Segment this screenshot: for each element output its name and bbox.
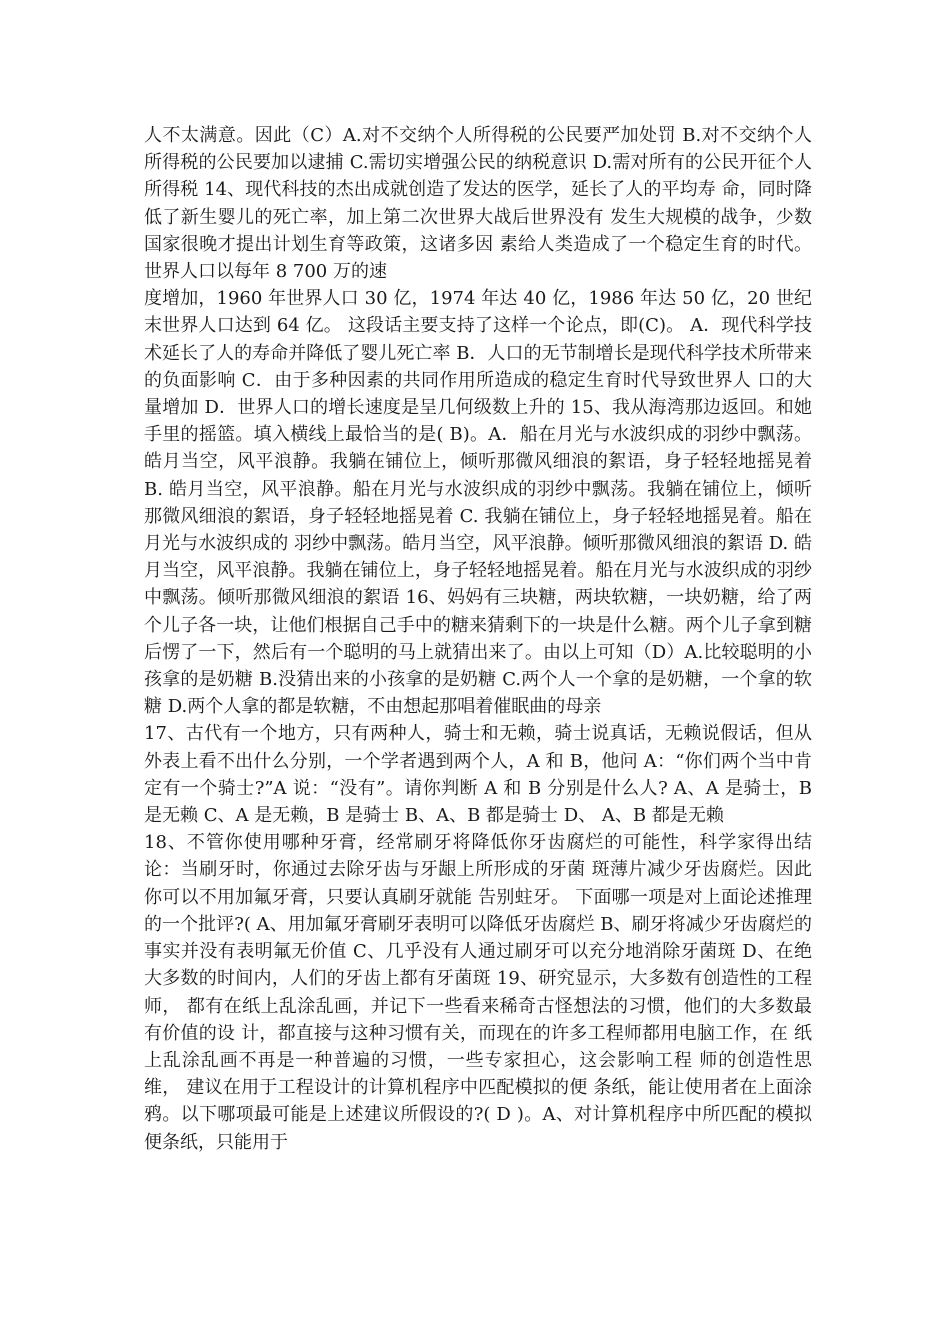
document-page [144,122,812,1156]
paragraph-4: 18、不管你使用哪种牙膏，经常刷牙将降低你牙齿腐烂的可能性，科学家得出结论：当刷牙时，你通过去除牙齿与牙龈上所形成的牙菌 斑薄片减少牙齿腐烂。因此你可以不用加氟牙膏，只要认真刷牙就能 告别蛀牙。 下面哪一项是对上面论述推理的一个批评?( A、用加氟牙膏刷牙表明可以降低牙齿腐烂 B、刷牙将减少牙齿腐烂的事实并没有表明氟无价值 C、几乎没有人通过刷牙可以充分地消除牙菌斑 D、在绝大多数的时间内，人们的牙齿上都有牙菌斑 19、研究显示，大多数有创造性的工程师， 都有在纸上乱涂乱画，并记下一些看来稀奇古怪想法的习惯，他们的大多数最有价值的设 计，都直接与这种习惯有关，而现在的许多工程师都用电脑工作，在 纸上乱涂乱画不再是一种普遍的习惯，一些专家担心，这会影响工程 师的创造性思维， 建议在用于工程设计的计算机程序中匹配模拟的便 条纸，能让使用者在上面涂鸦。以下哪项最可能是上述建议所假设的?( D )。A、对计算机程序中所匹配的模拟便条纸，只能用于 [144,832,812,1153]
paragraph-3: 17、古代有一个地方，只有两种人，骑士和无赖，骑士说真话，无赖说假话，但从外表上看不出什么分别，一个学者遇到两个人，A 和 B，他问 A：“你们两个当中肯定有一个骑士?”A 说：“没有”。请你判断 A 和 B 分别是什么人? A、A 是骑士，B 是无赖 C、A 是无赖，B 是骑士 B、A、B 都是骑士 D、 A、B 都是无赖 [144,723,812,827]
paragraph-1: 人不太满意。因此（C）A.对不交纳个人所得税的公民要严加处罚 B.对不交纳个人所得税的公民要加以逮捕 C.需切实增强公民的纳税意识 D.需对所有的公民开征个人所得税 14、现代科技的杰出成就创造了发达的医学，延长了人的平均寿 命，同时降低了新生婴儿的死亡率，加上第二次世界大战后世界没有 发生大规模的战争，少数国家很晚才提出计划生育等政策，这诸多因 素给人类造成了一个稳定生育的时代。世界人口以每年 8 700 万的速 [144,125,812,283]
paragraph-2: 度增加，1960 年世界人口 30 亿，1974 年达 40 亿，1986 年达 50 亿，20 世纪末世界人口达到 64 亿。 这段话主要支持了这样一个论点，即(C)。 A．现代科学技术延长了人的寿命并降低了婴儿死亡率 B．人口的无节制增长是现代科学技术所带来的负面影响 C．由于多种因素的共同作用所造成的稳定生育时代导致世界人 口的大量增加 D．世界人口的增长速度是呈几何级数上升的 15、我从海湾那边返回。和她手里的摇篮。填入横线上最恰当的是( B)。A．船在月光与水波织成的羽纱中飘荡。皓月当空，风平浪静。我躺在铺位上，倾听那微风细浪的絮语，身子轻轻地摇晃着 B. 皓月当空，风平浪静。船在月光与水波织成的羽纱中飘荡。我躺在铺位上，倾听那微风细浪的絮语，身子轻轻地摇晃着 C. 我躺在铺位上，身子轻轻地摇晃着。船在月光与水波织成的 羽纱中飘荡。皓月当空，风平浪静。倾听那微风细浪的絮语 D. 皓月当空，风平浪静。我躺在铺位上，身子轻轻地摇晃着。船在月光与水波织成的羽纱中飘荡。倾听那微风细浪的絮语 16、妈妈有三块糖，两块软糖，一块奶糖，给了两个儿子各一块，让他们根据自己手中的糖来猜剩下的一块是什么糖。两个儿子拿到糖 后愣了一下，然后有一个聪明的马上就猜出来了。由以上可知（D）A.比较聪明的小孩拿的是奶糖 B.没猜出来的小孩拿的是奶糖 C.两个人一个拿的是奶糖，一个拿的软糖 D.两个人拿的都是软糖，不由想起那唱着催眠曲的母亲 [144,288,812,718]
